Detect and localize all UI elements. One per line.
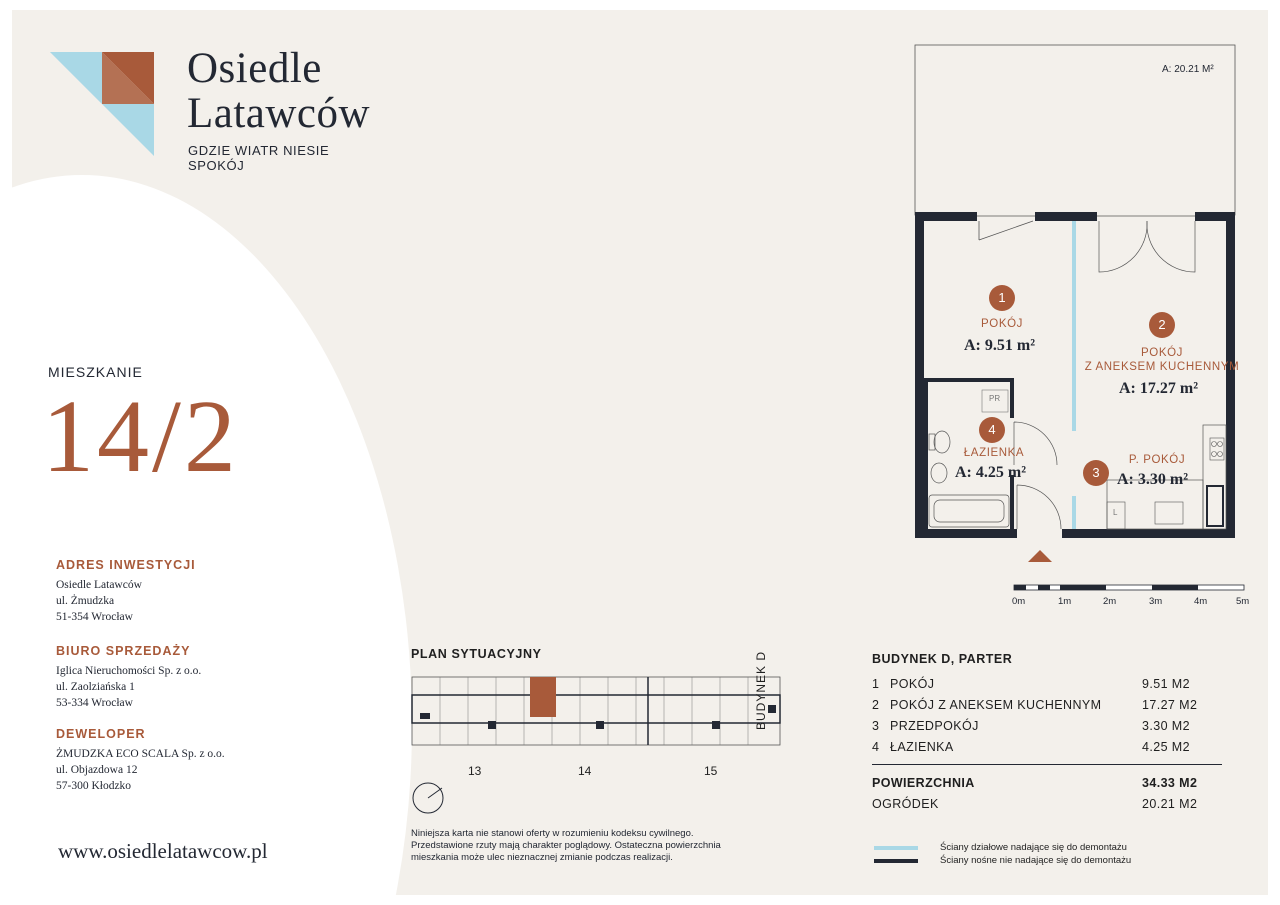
summary-garden-label: OGRÓDEK xyxy=(872,797,939,811)
website-link[interactable]: www.osiedlelatawcow.pl xyxy=(58,839,268,863)
summary-divider xyxy=(872,764,1222,765)
summary-row-name: ŁAZIENKA xyxy=(890,740,954,754)
room-3-name: P. POKÓJ xyxy=(1128,454,1186,466)
summary-row-value: 3.30 M2 xyxy=(1142,719,1190,733)
disclaimer-line: mieszkania może ulec nieznacznej zmianie podczas realizacji. xyxy=(411,852,673,863)
disclaimer-line: Niniejsza karta nie stanowi oferty w rozumieniu kodeksu cywilnego. xyxy=(411,828,694,839)
section-number: 13 xyxy=(468,764,482,778)
address-block xyxy=(56,558,196,625)
garden-area: A: 20.21 M² xyxy=(1162,64,1214,75)
brand-title xyxy=(187,46,370,136)
compass-icon xyxy=(410,780,446,816)
room-4-area: A: 4.25 m² xyxy=(955,464,1027,481)
summary-row-num: 1 xyxy=(872,677,880,691)
floor-plan-drawing xyxy=(907,40,1250,615)
site-plan-title: PLAN SYTUACYJNY xyxy=(411,647,542,661)
scale-bar xyxy=(1014,585,1244,590)
room-2-name-line1: POKÓJ xyxy=(1141,347,1183,359)
room-2-name xyxy=(1082,346,1242,374)
room-2-area: A: 17.27 m² xyxy=(1119,380,1199,397)
sales-office-block xyxy=(56,644,201,711)
sales-line: ul. Zaolziańska 1 xyxy=(56,681,135,693)
developer-heading: DEWELOPER xyxy=(56,727,146,741)
summary-garden-value: 20.21 M2 xyxy=(1142,797,1198,811)
section-number: 14 xyxy=(578,764,592,778)
summary-row-num: 3 xyxy=(872,719,880,733)
summary-row-value: 17.27 M2 xyxy=(1142,698,1198,712)
summary-total-row xyxy=(872,773,1222,794)
scale-label: 0m xyxy=(1012,596,1026,607)
section-number: 15 xyxy=(704,764,718,778)
wall-legend xyxy=(874,841,1131,867)
scale-label: 1m xyxy=(1058,596,1072,607)
brand-logo-icon xyxy=(50,52,154,156)
address-line: ul. Żmudzka xyxy=(56,595,115,607)
legend-load-bearing-swatch xyxy=(874,859,918,863)
area-summary xyxy=(872,652,1222,815)
disclaimer-line: Przedstawione rzuty mają charakter poglądowy. Ostateczna powierzchnia xyxy=(411,840,721,851)
scale-label: 4m xyxy=(1194,596,1208,607)
room-3-badge: 3 xyxy=(1083,460,1109,486)
summary-garden-row xyxy=(872,794,1222,815)
sales-line: Iglica Nieruchomości Sp. z o.o. xyxy=(56,665,202,677)
address-line: Osiedle Latawców xyxy=(56,579,142,591)
address-heading: ADRES INWESTYCJI xyxy=(56,558,196,572)
summary-row-name: POKÓJ Z ANEKSEM KUCHENNYM xyxy=(890,698,1102,712)
room-3-area: A: 3.30 m² xyxy=(1117,471,1189,488)
room-1-area: A: 9.51 m² xyxy=(964,337,1036,354)
apartment-number: 14/2 xyxy=(42,379,239,494)
summary-row-name: PRZEDPOKÓJ xyxy=(890,719,979,733)
room-2-name-line2: Z ANEKSEM KUCHENNYM xyxy=(1084,361,1240,373)
summary-row xyxy=(872,716,1222,737)
room-4-badge: 4 xyxy=(979,417,1005,443)
left-panel xyxy=(12,10,377,895)
scale-label: 2m xyxy=(1103,596,1117,607)
summary-row-name: POKÓJ xyxy=(890,677,935,691)
legend-removable xyxy=(874,841,1131,854)
floor-plan xyxy=(907,40,1250,620)
developer-block xyxy=(56,727,225,794)
sales-heading: BIURO SPRZEDAŻY xyxy=(56,644,191,658)
legend-load-bearing xyxy=(874,854,1131,867)
site-plan-drawing xyxy=(410,675,790,750)
room-4-name: ŁAZIENKA xyxy=(963,447,1025,459)
legend-removable-label: Ściany działowe nadające się do demontażu xyxy=(940,842,1127,853)
summary-row-value: 4.25 M2 xyxy=(1142,740,1190,754)
disclaimer xyxy=(411,828,751,864)
room-1-badge: 1 xyxy=(989,285,1015,311)
address-line: 51-354 Wrocław xyxy=(56,611,133,623)
legend-removable-swatch xyxy=(874,846,918,850)
summary-row-num: 2 xyxy=(872,698,880,712)
room-1-name: POKÓJ xyxy=(981,318,1023,330)
brand-title-line2: Latawców xyxy=(187,90,371,137)
summary-heading: BUDYNEK D, PARTER xyxy=(872,652,1013,666)
legend-load-bearing-label: Ściany nośne nie nadające się do demontażu xyxy=(940,855,1132,866)
room-2-badge: 2 xyxy=(1149,312,1175,338)
building-label: BUDYNEK D xyxy=(754,650,768,730)
scale-label: 5m xyxy=(1236,596,1250,607)
brand-title-line1: Osiedle xyxy=(187,45,322,92)
brand-tagline: GDZIE WIATR NIESIE SPOKÓJ xyxy=(188,143,330,173)
summary-row xyxy=(872,695,1222,716)
summary-total-label: POWIERZCHNIA xyxy=(872,776,975,790)
summary-total-value: 34.33 M2 xyxy=(1142,776,1198,790)
summary-row xyxy=(872,674,1222,695)
apartment-card xyxy=(12,10,1268,895)
developer-line: ŻMUDZKA ECO SCALA Sp. z o.o. xyxy=(56,748,225,760)
summary-row-num: 4 xyxy=(872,740,880,754)
summary-row-value: 9.51 M2 xyxy=(1142,677,1190,691)
apartment-label: MIESZKANIE xyxy=(48,364,143,380)
washer-label: PR xyxy=(989,394,1001,403)
scale-label: 3m xyxy=(1149,596,1163,607)
sales-line: 53-334 Wrocław xyxy=(56,697,133,709)
developer-line: ul. Objazdowa 12 xyxy=(56,764,138,776)
developer-line: 57-300 Kłodzko xyxy=(56,780,132,792)
summary-row xyxy=(872,737,1222,758)
fridge-label: L xyxy=(1113,508,1118,517)
